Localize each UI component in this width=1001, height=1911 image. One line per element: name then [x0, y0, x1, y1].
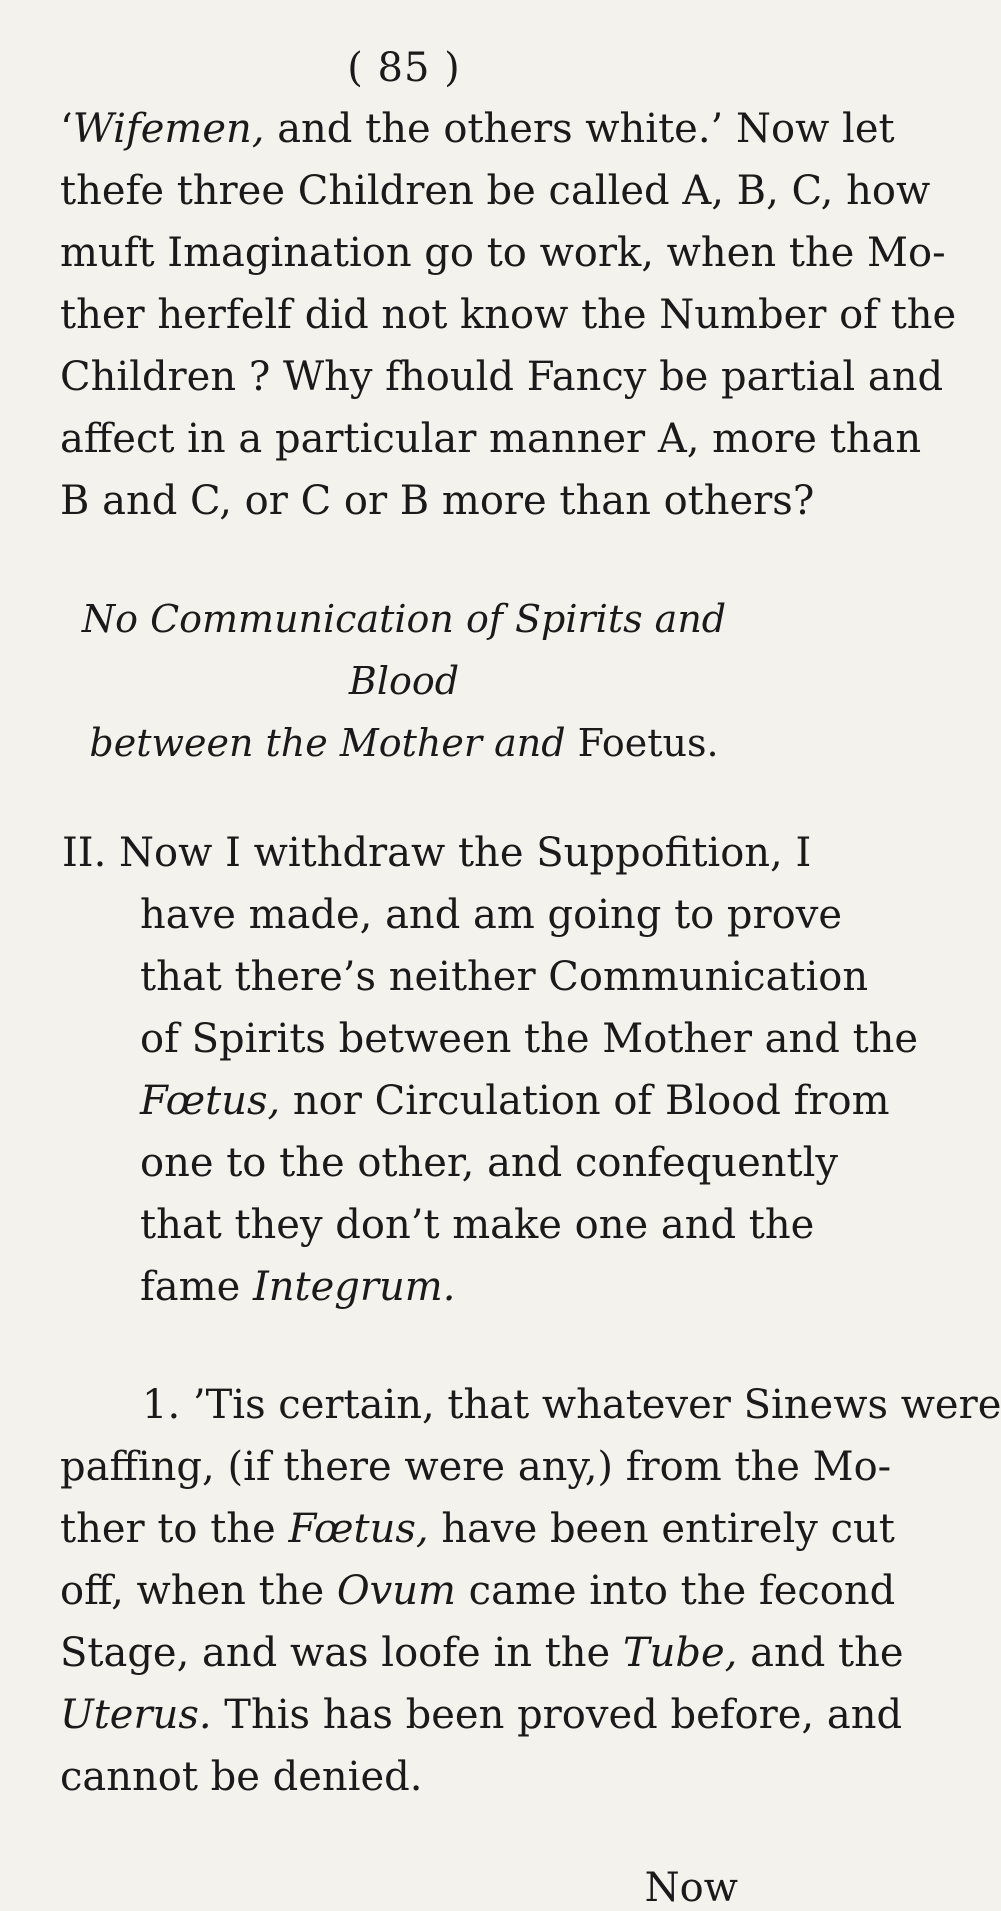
text-run: came into the fecond: [455, 1568, 896, 1614]
text-line: [60, 98, 895, 160]
text-line: II. Now I withdraw the Suppofition, I: [62, 830, 812, 876]
text-line: ther herfelf did not know the Number of the: [60, 292, 957, 338]
section-ii-paragraph: [60, 822, 919, 1318]
italic-word: Uterus.: [60, 1692, 212, 1738]
text-line: one to the other, and confequently: [140, 1140, 838, 1186]
text-line: paffing, (if there were any,) from the Mo-: [60, 1444, 892, 1490]
italic-word: Fœtus,: [288, 1506, 429, 1552]
text-line: [60, 1256, 748, 1318]
text-line: [60, 1070, 890, 1132]
italic-word: Tube,: [622, 1630, 738, 1676]
text-line: that they don’t make one and the: [140, 1202, 815, 1248]
text-run: and the: [737, 1630, 904, 1676]
italic-word: Ovum: [336, 1568, 456, 1614]
heading-italic-run: between the Mother and: [89, 721, 578, 765]
text-line: muft Imagination go to work, when the Mo-: [60, 230, 946, 276]
text-run: This has been proved before, and: [211, 1692, 903, 1738]
text-line: [60, 1498, 895, 1560]
heading-line: No Communication of Spirits and Blood: [81, 597, 727, 703]
text-line: affect in a particular manner A, more than: [60, 416, 922, 462]
heading-line: [60, 712, 748, 774]
text-line: have made, and am going to prove: [140, 892, 843, 938]
text-line: [60, 1684, 903, 1746]
text-line: [60, 1560, 896, 1622]
page-number: ( 85 ): [347, 45, 461, 91]
section-heading: [60, 588, 748, 774]
text-line: B and C, or C or B more than others?: [60, 478, 815, 524]
text-run: ther to the: [60, 1506, 289, 1552]
text-line: thefe three Children be called A, B, C, how: [60, 168, 931, 214]
italic-word: Fœtus,: [140, 1078, 281, 1124]
catchword: Now: [644, 1865, 738, 1911]
paragraph-continuation: [60, 98, 957, 532]
text-line: 1. ’Tis certain, that whatever Sinews were: [142, 1382, 1001, 1428]
quote-mark: ‘: [60, 106, 73, 152]
text-run: fame: [140, 1264, 253, 1310]
text-run: nor Circulation of Blood from: [280, 1078, 890, 1124]
paragraph-1: [60, 1374, 1001, 1808]
italic-word: Wifemen,: [72, 106, 265, 152]
heading-upright-run: Foetus.: [577, 721, 719, 765]
text-line: of Spirits between the Mother and the: [140, 1016, 919, 1062]
text-run: Stage, and was loofe in the: [60, 1630, 623, 1676]
text-run: and the others white.’ Now let: [264, 106, 895, 152]
text-line: that there’s neither Communication: [140, 954, 869, 1000]
italic-word: Integrum.: [252, 1264, 456, 1310]
text-line: [60, 1622, 904, 1684]
text-line: cannot be denied.: [60, 1754, 423, 1800]
text-line: Children ? Why fhould Fancy be partial and: [60, 354, 944, 400]
text-run: off, when the: [60, 1568, 337, 1614]
text-run: have been entirely cut: [428, 1506, 895, 1552]
